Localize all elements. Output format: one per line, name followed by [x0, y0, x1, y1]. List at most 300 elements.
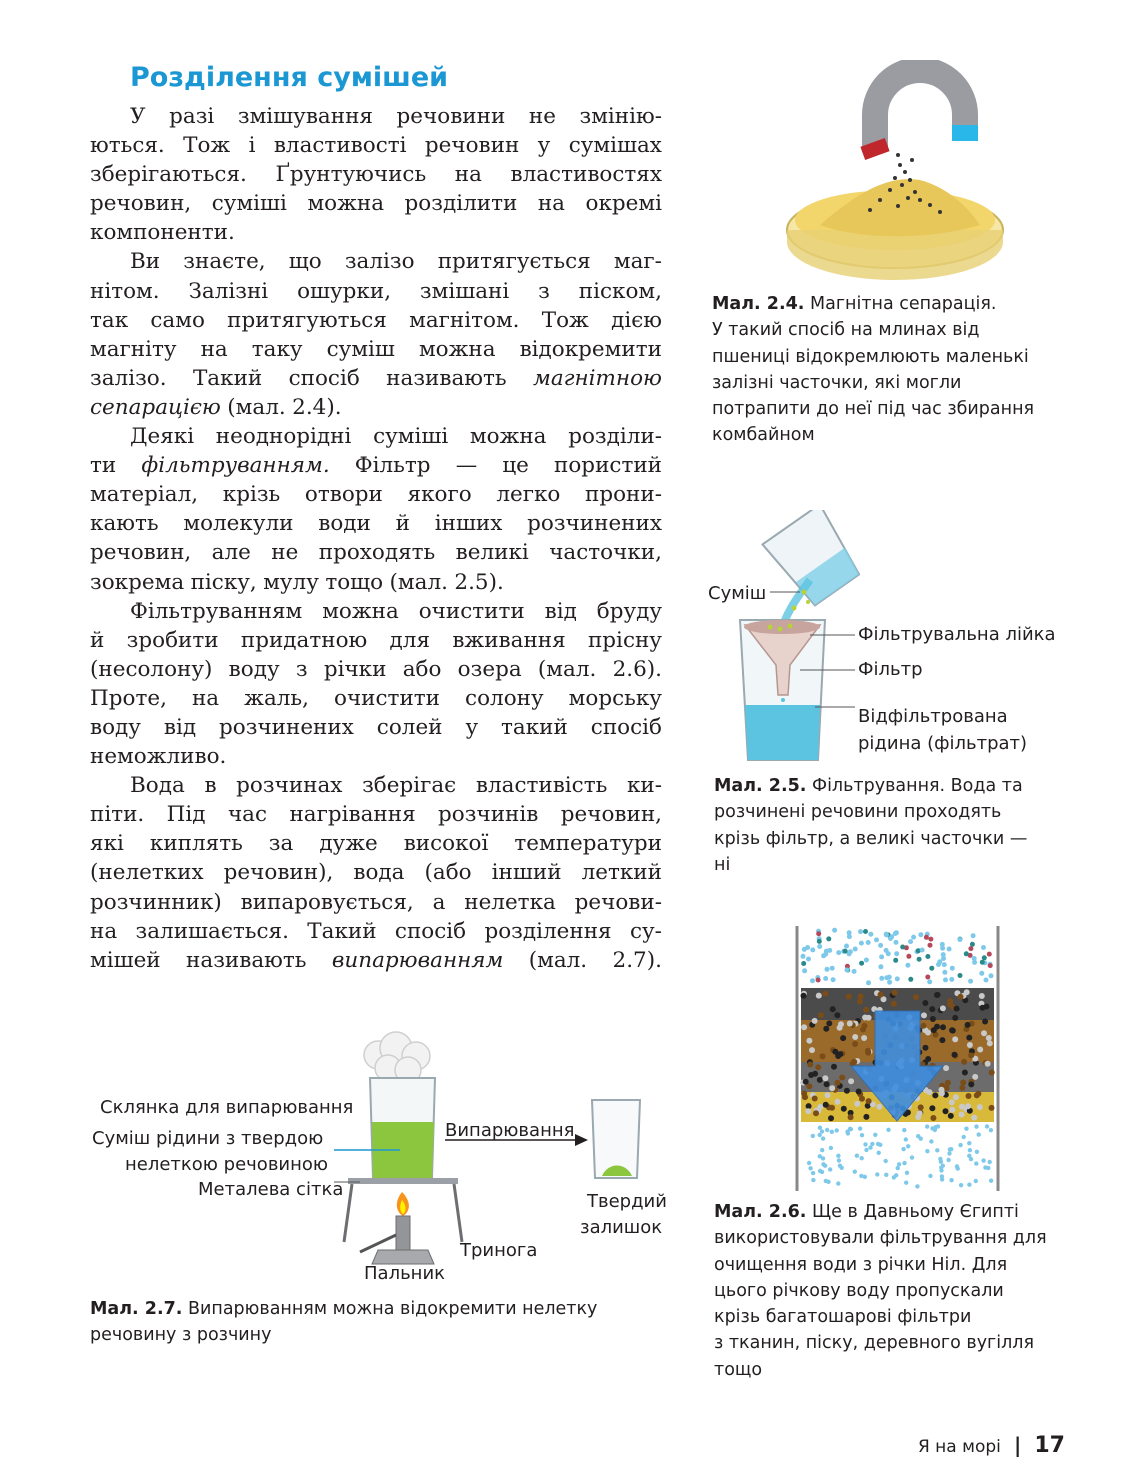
particle: [854, 1101, 860, 1107]
particle: [968, 1148, 972, 1152]
particle: [810, 947, 815, 952]
particle: [848, 1127, 852, 1131]
label-filtrate-1: Відфільтрована: [858, 706, 1008, 727]
particle: [862, 1015, 868, 1021]
particle: [884, 932, 889, 937]
particle: [932, 1092, 938, 1098]
particle: [853, 947, 858, 952]
particle: [811, 1171, 815, 1175]
section-name: Я на морі: [917, 1437, 1001, 1457]
particle: [926, 1089, 932, 1095]
particle: [958, 973, 963, 978]
particle: [815, 1064, 821, 1070]
particle: [904, 1181, 908, 1185]
text-line: Проте, на жаль, очистити солону морську: [90, 685, 662, 711]
particle: [827, 948, 832, 953]
text-line: Вода в розчинах зберігає властивість ки-: [130, 773, 662, 799]
text-line: компоненти.: [90, 220, 235, 246]
particle: [826, 936, 831, 941]
text-line: нітом. Залізні ошурки, змішані з піском,: [90, 278, 662, 304]
particle: [922, 1000, 928, 1006]
particle: [839, 1075, 845, 1081]
particle: [863, 1114, 869, 1120]
particle: [968, 946, 973, 951]
particle: [984, 978, 989, 983]
particle: [858, 929, 863, 934]
particle: [855, 1154, 859, 1158]
particle: [892, 1175, 896, 1179]
particle: [979, 993, 985, 999]
text-line: (нелетких речовин), вода (або інший леткий: [90, 860, 662, 886]
text-line: ти фільтруванням. Фільтр — це пористий: [90, 453, 662, 479]
particle: [958, 1143, 962, 1147]
particle: [972, 1074, 978, 1080]
particle: [838, 1164, 842, 1168]
particle: [816, 931, 821, 936]
particle: [982, 955, 987, 960]
text-line: Деякі неоднорідні суміші можна розділи-: [130, 424, 662, 450]
particle: [830, 966, 835, 971]
particle: [878, 992, 884, 998]
particle: [928, 937, 933, 942]
particle: [896, 1166, 900, 1170]
particle: [965, 1103, 971, 1109]
particle: [853, 1170, 857, 1174]
particle: [918, 1104, 924, 1110]
particle: [959, 1183, 963, 1187]
particle: [801, 961, 806, 966]
particle: [967, 1154, 971, 1158]
particle: [802, 968, 807, 973]
particle: [824, 1081, 830, 1087]
particle: [878, 964, 883, 969]
label-mixture-2: нелеткою речовиною: [125, 1154, 329, 1175]
particle: [917, 1110, 923, 1116]
particle: [805, 1108, 811, 1114]
particle: [823, 1026, 829, 1032]
particle: [939, 1090, 945, 1096]
text-line: воду від розчинених солей у такий спосіб: [90, 714, 662, 740]
particle: [979, 971, 984, 976]
particle: [988, 1160, 992, 1164]
particle: [886, 1128, 890, 1132]
particle: [929, 1139, 933, 1143]
particle: [862, 1023, 868, 1029]
text-line: зберігаються. Ґрунтуючись на властивостях: [90, 162, 662, 188]
particle: [863, 1142, 867, 1146]
particle: [863, 1175, 867, 1179]
particle: [821, 953, 826, 958]
particle: [810, 978, 815, 983]
particle: [806, 957, 811, 962]
particle: [924, 935, 929, 940]
particle: [985, 1061, 991, 1067]
particle: [836, 1154, 840, 1158]
label-filter-funnel: Фільтрувальна лійка: [858, 624, 1056, 645]
text-line: Ви знаєте, що залізо притягується маг-: [130, 249, 662, 275]
particle: [928, 943, 933, 948]
particle: [875, 1172, 879, 1176]
text-line: речовин, але не проходять великі часточки,: [90, 540, 662, 566]
particle: [961, 1059, 967, 1065]
particle: [931, 1027, 937, 1033]
multilayer-filter-illustration: [795, 926, 1000, 1191]
text-line: які киплять за дуже високої температури: [90, 831, 662, 857]
particle: [817, 944, 822, 949]
particle: [892, 990, 898, 996]
particle: [837, 1158, 841, 1162]
particle: [910, 1155, 914, 1159]
particle: [830, 1006, 836, 1012]
particle: [866, 1098, 872, 1104]
particle: [856, 1089, 862, 1095]
particle: [884, 948, 889, 953]
particle: [847, 934, 852, 939]
particle: [844, 1088, 850, 1094]
particle: [930, 1016, 936, 1022]
particle: [808, 1072, 814, 1078]
particle: [836, 1181, 840, 1185]
particle: [981, 1030, 987, 1036]
particle: [928, 1174, 932, 1178]
particle: [873, 1133, 877, 1137]
particle: [874, 937, 879, 942]
text-line: Фільтруванням можна очистити від бруду: [130, 598, 662, 624]
particle: [865, 1050, 871, 1056]
particle: [967, 1183, 971, 1187]
particle: [955, 1164, 959, 1168]
particle: [863, 1007, 869, 1013]
particle: [962, 1135, 966, 1139]
particle: [981, 1158, 985, 1162]
particle: [974, 1179, 978, 1183]
particle: [977, 1132, 981, 1136]
particle: [897, 1162, 901, 1166]
magnetic-separation-illustration: [780, 60, 1020, 290]
particle: [820, 1148, 824, 1152]
particle: [938, 1157, 942, 1161]
particle: [942, 970, 947, 975]
particle: [825, 1092, 831, 1098]
particle: [939, 1037, 945, 1043]
figure-number: Мал. 2.6.: [714, 1202, 807, 1222]
figure-2-4-caption: Мал. 2.4. Магнітна сепарація. У такий спосіб на млинах від пшениці відокремлюють маленькі залізні часточки, які могли потрапити до неї під час збирання комбайном: [712, 294, 1035, 446]
text-line: речовин, суміші можна розділити на окремі: [90, 191, 662, 217]
particle: [966, 1035, 972, 1041]
particle: [884, 1159, 888, 1163]
particle: [954, 1006, 960, 1012]
particle: [828, 1167, 832, 1171]
particle: [902, 1161, 906, 1165]
particle: [857, 998, 863, 1004]
particle: [935, 992, 941, 998]
particle: [975, 1150, 979, 1154]
text-line: так само притягуються магнітом. Тож дією: [90, 307, 662, 333]
particle: [826, 1020, 832, 1026]
particle: [947, 1151, 951, 1155]
particle: [864, 1148, 868, 1152]
particle: [959, 1085, 965, 1091]
particle: [828, 1115, 834, 1121]
particle: [893, 931, 898, 936]
text-line: кають молекули води й інших розчинених: [90, 511, 662, 537]
particle: [879, 976, 884, 981]
particle: [927, 979, 932, 984]
particle: [925, 975, 930, 980]
particle: [940, 1177, 944, 1181]
particle: [812, 1096, 818, 1102]
particle: [821, 1136, 825, 1140]
figure-number: Мал. 2.7.: [90, 1299, 183, 1319]
particle: [866, 940, 871, 945]
particle: [852, 1041, 858, 1047]
particle: [829, 1085, 835, 1091]
particle: [923, 1045, 929, 1051]
particle: [821, 1156, 825, 1160]
particle: [977, 1104, 983, 1110]
particle: [876, 1104, 882, 1110]
text-line: й зробити придатною для вживання прісну: [90, 627, 662, 653]
particle: [866, 980, 871, 985]
particle: [968, 1052, 974, 1058]
text-line: розчинник) випаровується, а нелетка речови-: [90, 889, 662, 915]
particle: [982, 1019, 988, 1025]
text-line: мішей називають випарюванням (мал. 2.7).: [90, 947, 662, 973]
particle: [960, 1080, 966, 1086]
text-line: залізо. Такий спосіб називають магнітною: [90, 365, 662, 391]
particle: [925, 954, 930, 959]
particle: [971, 933, 976, 938]
particle: [823, 976, 828, 981]
particle: [929, 1006, 935, 1012]
particle: [845, 968, 850, 973]
particle: [811, 1134, 815, 1138]
label-filtrate-2: рідина (фільтрат): [858, 733, 1028, 754]
particle: [940, 1005, 946, 1011]
particle: [930, 1126, 934, 1130]
particle: [946, 1158, 950, 1162]
particle: [918, 932, 923, 937]
text-line: сепарацією (мал. 2.4).: [90, 394, 342, 420]
particle: [863, 929, 868, 934]
particle: [823, 1102, 829, 1108]
label-residue-2: залишок: [580, 1217, 663, 1238]
particle: [968, 979, 973, 984]
particle: [836, 950, 841, 955]
particle: [939, 1168, 943, 1172]
particle: [974, 1161, 978, 1165]
particle: [830, 1130, 834, 1134]
particle: [806, 1103, 812, 1109]
particle: [829, 1146, 833, 1150]
particle: [989, 1179, 993, 1183]
particle: [959, 1112, 965, 1118]
text-line: магніту на таку суміш можна відокремити: [90, 336, 662, 362]
particle: [906, 954, 911, 959]
particle: [989, 1105, 995, 1111]
particle: [818, 1126, 822, 1130]
label-mixture: Суміш: [708, 583, 767, 604]
particle: [972, 960, 977, 965]
particle: [870, 1142, 874, 1146]
particle: [942, 962, 947, 967]
particle: [835, 1099, 841, 1105]
particle: [947, 947, 952, 952]
particle: [884, 975, 889, 980]
particle: [929, 966, 934, 971]
label-tripod: Тринога: [460, 1240, 538, 1261]
particle: [987, 952, 992, 957]
particle: [968, 1081, 974, 1087]
particle: [943, 1108, 949, 1114]
particle: [811, 1178, 815, 1182]
particle: [841, 1106, 847, 1112]
text-line: піти. Під час нагрівання розчинів речовин,: [90, 802, 662, 828]
particle: [940, 946, 945, 951]
particle: [818, 1012, 824, 1018]
particle: [820, 1053, 826, 1059]
particle: [916, 1134, 920, 1138]
particle: [801, 1024, 807, 1030]
particle: [864, 958, 869, 963]
particle: [906, 1144, 910, 1148]
particle: [877, 1151, 881, 1155]
particle: [953, 1094, 959, 1100]
particle: [948, 1113, 954, 1119]
particle: [809, 1047, 815, 1053]
particle: [959, 1104, 965, 1110]
particle: [848, 1078, 854, 1084]
particle: [806, 1083, 812, 1089]
page-footer: Я на морі | 17: [917, 1433, 1065, 1458]
particle: [825, 1128, 829, 1132]
particle: [930, 1115, 936, 1121]
particle: [831, 1064, 837, 1070]
particle: [971, 1115, 977, 1121]
particle: [848, 1114, 854, 1120]
particle: [887, 980, 892, 985]
label-filter: Фільтр: [858, 659, 923, 680]
particle: [925, 1124, 929, 1128]
text-line: ються. Тож і властивості речовин у сумішах: [90, 133, 662, 159]
particle: [949, 977, 954, 982]
particle: [957, 937, 962, 942]
particle: [859, 961, 864, 966]
particle: [823, 1164, 827, 1168]
particle: [893, 958, 898, 963]
particle: [964, 1127, 968, 1131]
particle: [831, 977, 836, 982]
label-evaporation: Випарювання: [445, 1120, 575, 1141]
particle: [807, 1161, 811, 1165]
particle: [952, 1015, 958, 1021]
particle: [989, 1070, 995, 1076]
particle: [987, 1040, 993, 1046]
particle: [801, 954, 806, 959]
particle: [825, 967, 830, 972]
particle: [835, 1128, 839, 1132]
text-line: У разі змішування речовини не змінію-: [130, 104, 662, 129]
particle: [817, 939, 822, 944]
particle: [964, 951, 969, 956]
particle: [952, 1036, 958, 1042]
label-evaporating-glass: Склянка для випарювання: [100, 1097, 354, 1118]
particle: [988, 963, 993, 968]
particle: [905, 963, 910, 968]
particle: [974, 1124, 978, 1128]
label-residue-1: Твердий: [587, 1191, 667, 1212]
particle: [888, 936, 893, 941]
text-line: матеріал, крізь отвори якого легко прони-: [90, 482, 662, 508]
particle: [846, 994, 852, 1000]
particle: [970, 942, 975, 947]
particle: [816, 978, 821, 983]
particle: [861, 1035, 867, 1041]
particle: [832, 1049, 838, 1055]
particle: [852, 1034, 858, 1040]
particle: [846, 1131, 850, 1135]
particle: [908, 977, 913, 982]
particle: [806, 1038, 812, 1044]
particle: [920, 948, 925, 953]
particle: [904, 1137, 908, 1141]
particle: [943, 1065, 949, 1071]
label-mixture-1: Суміш рідини з твердою: [92, 1128, 324, 1149]
particle: [813, 1110, 819, 1116]
particle: [895, 976, 900, 981]
particle: [949, 1107, 955, 1113]
particle: [816, 993, 822, 999]
particle: [989, 973, 994, 978]
particle: [801, 993, 807, 999]
particle: [921, 1012, 927, 1018]
particle: [950, 1028, 956, 1034]
particle: [860, 1156, 864, 1160]
label-metal-mesh: Металева сітка: [198, 1179, 344, 1200]
particle: [985, 1124, 989, 1128]
particle: [878, 943, 883, 948]
particle: [945, 1080, 951, 1086]
particle: [908, 939, 913, 944]
particle: [921, 1023, 927, 1029]
particle: [986, 1035, 992, 1041]
particle: [952, 1052, 958, 1058]
particle: [820, 1129, 824, 1133]
particle: [980, 1005, 986, 1011]
particle: [929, 1105, 935, 1111]
particle: [941, 956, 946, 961]
particle: [894, 940, 899, 945]
section-heading: Розділення сумішей: [130, 62, 449, 93]
particle: [949, 1099, 955, 1105]
particle: [884, 1173, 888, 1177]
figure-number: Мал. 2.5.: [714, 776, 807, 796]
particle: [905, 1171, 909, 1175]
particle: [822, 1075, 828, 1081]
figure-number: Мал. 2.4.: [712, 294, 805, 314]
particle: [808, 1166, 812, 1170]
particle: [822, 991, 828, 997]
particle: [879, 954, 884, 959]
particle: [980, 960, 985, 965]
particle: [818, 1169, 822, 1173]
particle: [974, 1092, 980, 1098]
particle: [962, 1070, 968, 1076]
figure-2-7-caption: Мал. 2.7. Випарюванням можна відокремити нелетку речовину з розчину: [90, 1299, 598, 1346]
particle: [981, 945, 986, 950]
figure-2-6-caption: Мал. 2.6. Ще в Давньому Єгипті використовували фільтрування для очищення води з річки Ніл. Для цього річкову воду пропускали крізь багатошарові фільтри з тканин, піску, деревного вугілля тощо: [714, 1202, 1047, 1380]
particle: [860, 1133, 864, 1137]
